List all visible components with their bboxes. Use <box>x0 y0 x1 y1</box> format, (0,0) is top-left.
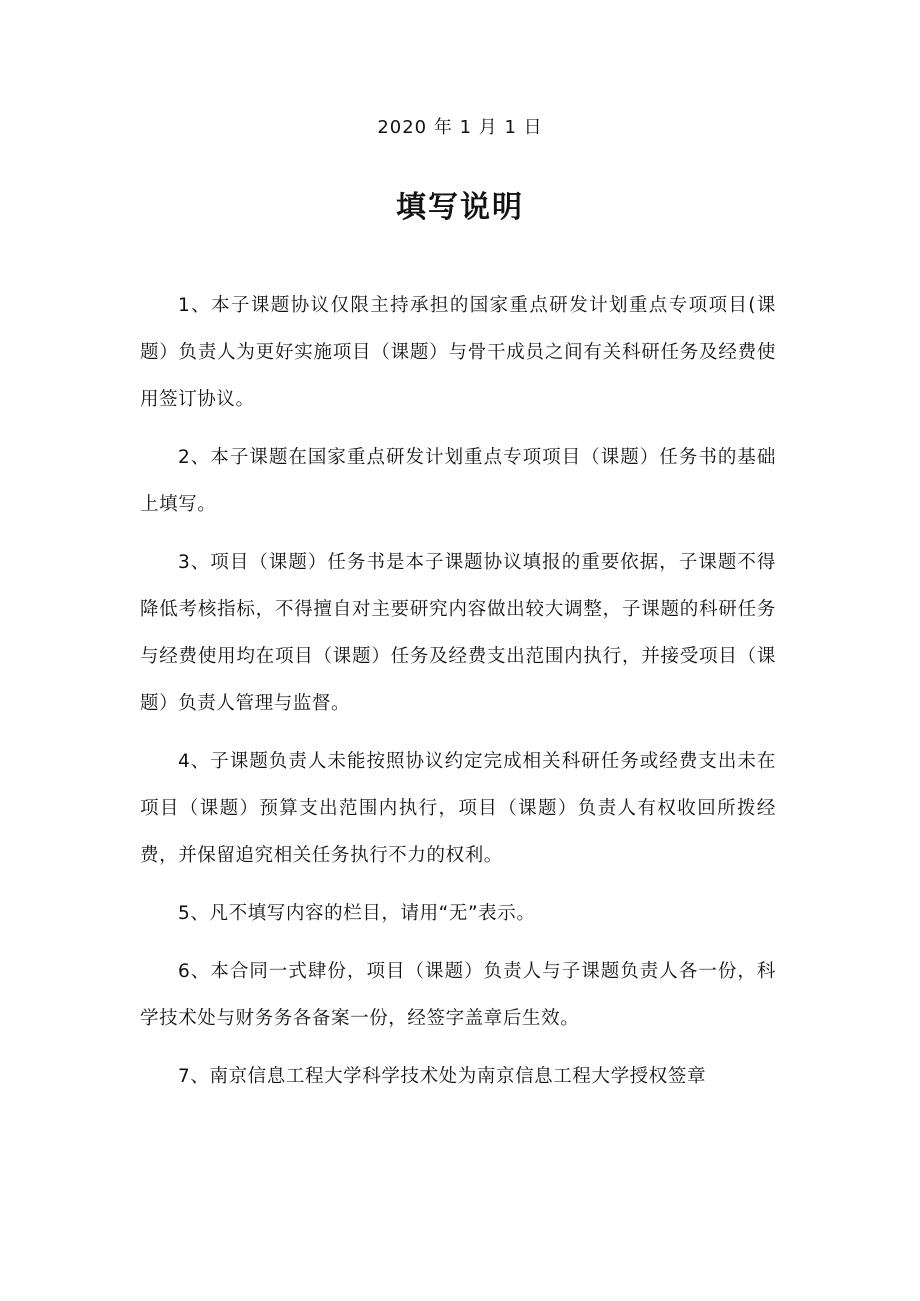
page-title: 填写说明 <box>396 190 524 225</box>
document-date: 2020 年 1 月 1 日 <box>377 117 543 138</box>
instruction-item-6: 6、本合同一式肆份，项目（课题）负责人与子课题负责人各一份，科学技术处与财务务各备案一份，经签字盖章后生效。 <box>140 961 776 1029</box>
instruction-item-1: 1、本子课题协议仅限主持承担的国家重点研发计划重点专项项目(课题）负责人为更好实施项目（课题）与骨干成员之间有关科研任务及经费使用签订协议。 <box>140 295 776 410</box>
instruction-item-2: 2、本子课题在国家重点研发计划重点专项项目（课题）任务书的基础上填写。 <box>140 447 776 515</box>
instructions-body <box>140 282 776 1111</box>
instruction-item-5: 5、凡不填写内容的栏目，请用“无”表示。 <box>178 903 536 924</box>
instruction-item-4: 4、子课题负责人未能按照协议约定完成相关科研任务或经费支出未在项目（课题）预算支出范围内执行，项目（课题）负责人有权收回所拨经费，并保留追究相关任务执行不力的权利。 <box>140 751 776 866</box>
instruction-item-3: 3、项目（课题）任务书是本子课题协议填报的重要依据，子课题不得降低考核指标，不得擅自对主要研究内容做出较大调整，子课题的科研任务与经费使用均在项目（课题）任务及经费支出范围内执行，并接受项目（课题）负责人管理与监督。 <box>140 552 776 714</box>
instruction-item-7: 7、南京信息工程大学科学技术处为南京信息工程大学授权签章 <box>178 1066 707 1087</box>
